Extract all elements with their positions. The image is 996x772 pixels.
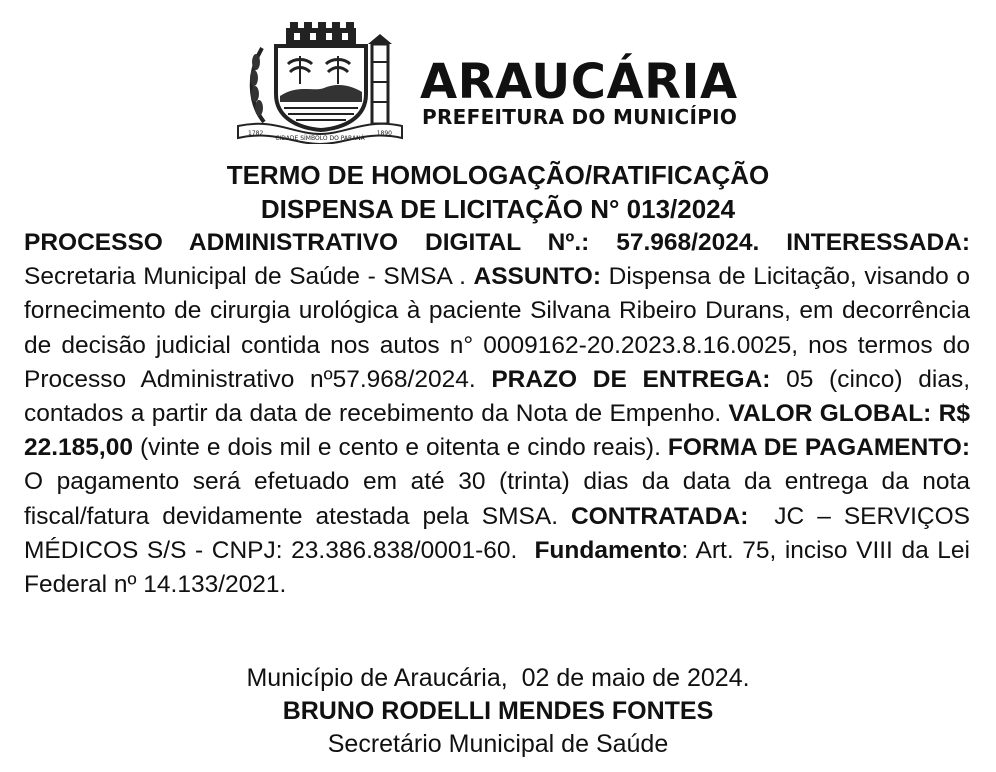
label-contratada: CONTRATADA: (570, 502, 749, 530)
label-assunto: ASSUNTO: (473, 263, 602, 291)
label-forma-pagamento: FORMA DE PAGAMENTO: (667, 434, 970, 462)
signature-block (0, 662, 996, 761)
document-body (24, 226, 977, 602)
signatory-name: BRUNO RODELLI MENDES FONTES (282, 697, 714, 725)
text-assunto: Dispensa de Licitação, visando o fornecimento de cirurgia urológica à paciente Silvana Ribeiro Durans, em decorrência de decisão judicial contida nos autos n° 0009162-20.2023.8.16.0025, nos termos do Processo Administrativo nº57.968/2024. (24, 263, 971, 393)
municipality-subtitle: PREFEITURA DO MUNICÍPIO (422, 105, 738, 129)
document-subtitle: DISPENSA DE LICITAÇÃO N° 013/2024 (260, 194, 736, 224)
crest-year-left: 1782 (248, 130, 264, 137)
text-interessada: Secretaria Municipal de Saúde - SMSA . (24, 263, 474, 291)
label-valor: VALOR GLOBAL: R$ 22.185,00 (24, 400, 970, 462)
municipality-name: ARAUCÁRIA (420, 54, 738, 110)
crest-ribbon-text: CIDADE SÍMBOLO DO PARANÁ (275, 135, 365, 142)
document-title: TERMO DE HOMOLOGAÇÃO/RATIFICAÇÃO (226, 160, 770, 190)
label-processo: PROCESSO ADMINISTRATIVO DIGITAL Nº.: 57.968/2024. INTERESSADA: (24, 229, 970, 256)
text-contratada: JC – SERVIÇOS MÉDICOS S/S - CNPJ: 23.386.838/0001-60. (24, 502, 977, 564)
text-fundamento: : Art. 75, inciso VIII da Lei Federal nº 14.133/2021. (24, 536, 970, 599)
crest-year-right: 1890 (376, 130, 392, 137)
text-prazo: 05 (cinco) dias, contados a partir da data de recebimento da Nota de Empenho. (24, 365, 971, 428)
label-fundamento: Fundamento (534, 536, 682, 564)
text-valor: (vinte e dois mil e cento e oitenta e cindo reais). (133, 434, 668, 462)
document-titles (0, 158, 996, 226)
signatory-role: Secretário Municipal de Saúde (327, 730, 669, 758)
text-forma-pagamento: O pagamento será efetuado em até 30 (trinta) dias da data da entrega da nota fiscal/fatura devidamente atestada pela SMSA. (24, 468, 970, 530)
label-prazo: PRAZO DE ENTREGA: (491, 365, 771, 393)
place-date: Município de Araucária, 02 de maio de 2024. (246, 664, 750, 692)
municipality-brand (420, 54, 780, 129)
letterhead (0, 22, 996, 144)
municipal-crest-logo (234, 22, 406, 144)
